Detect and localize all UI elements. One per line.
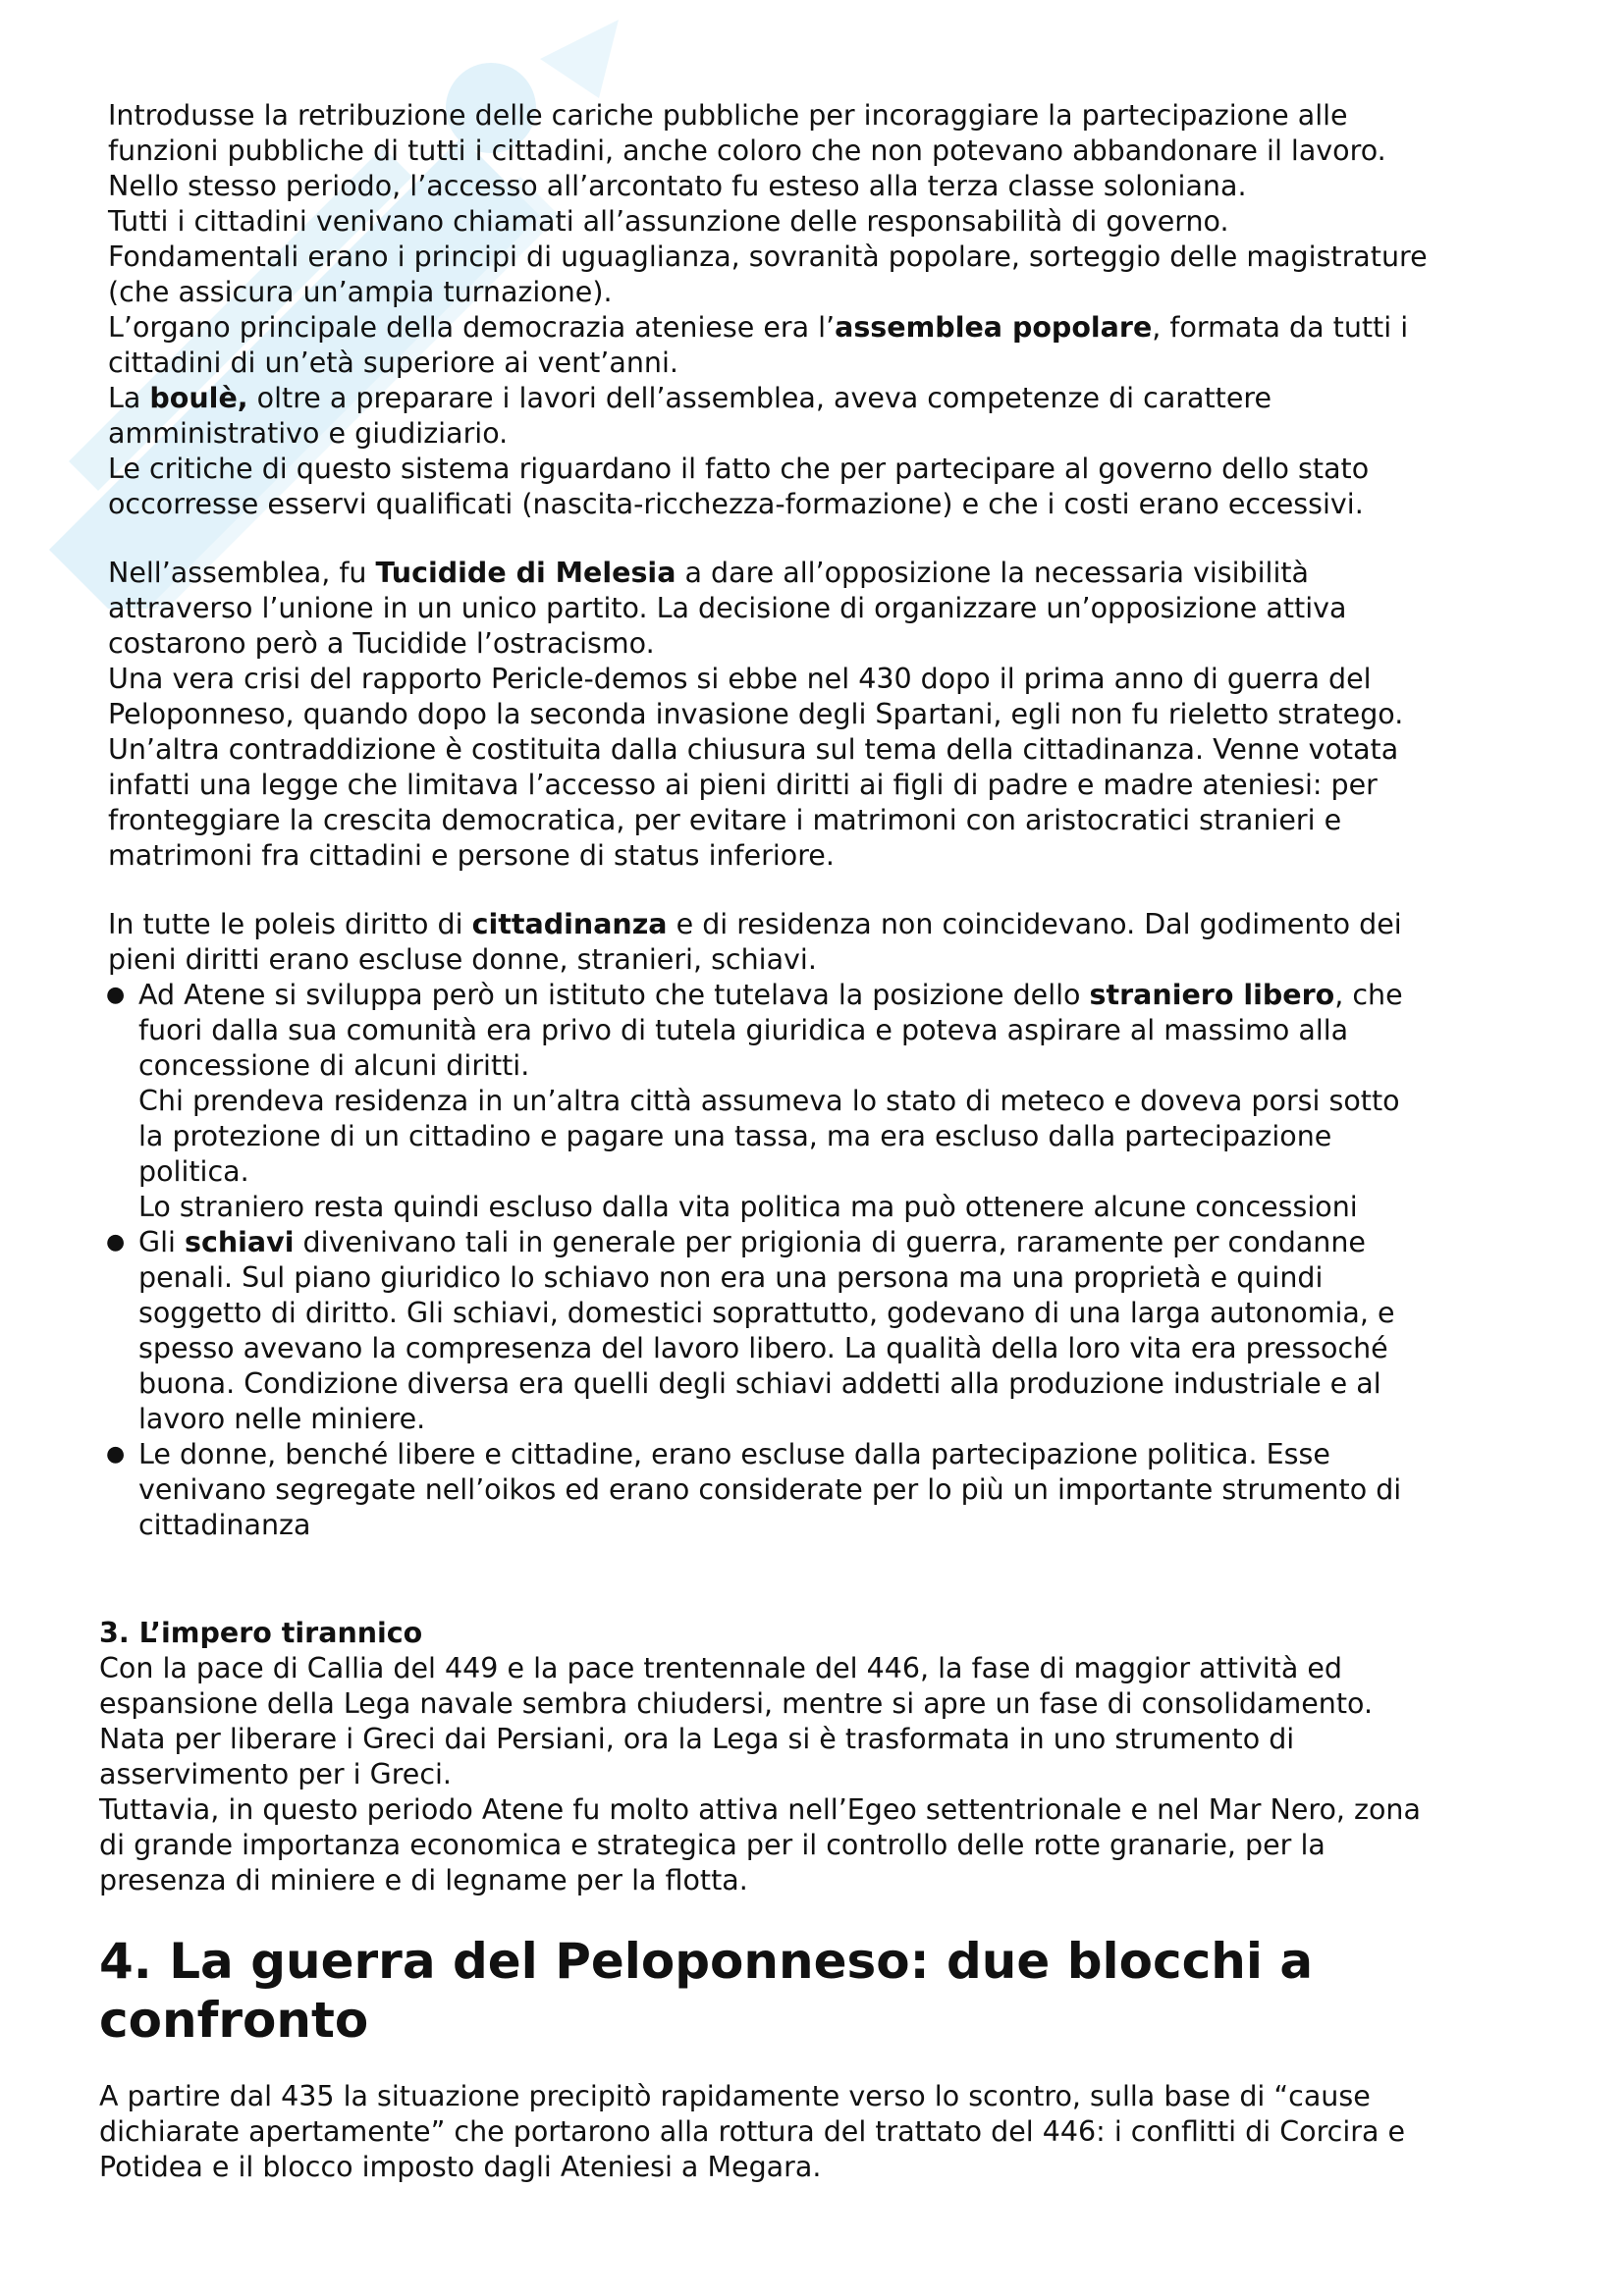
text-segment: oltre a preparare i lavori dell’assemblea, aveva competenze di carattere bbox=[247, 382, 1271, 414]
section-body bbox=[99, 2079, 1542, 2185]
text-line: dichiarate apertamente” che portarono alla rottura del trattato del 446: i conflitti di Corcira e bbox=[99, 2115, 1406, 2148]
paragraph-crisi bbox=[108, 662, 1551, 874]
text-line: pieni diritti erano escluse donne, stranieri, schiavi. bbox=[108, 943, 817, 976]
section-body bbox=[99, 1651, 1542, 1898]
text-line: Tutti i cittadini venivano chiamati all’assunzione delle responsabilità di governo. bbox=[108, 205, 1229, 238]
text-line: spesso avevano la compresenza del lavoro libero. La qualità della loro vita era pressoché bbox=[138, 1332, 1388, 1364]
text-segment: , formata da tutti i bbox=[1152, 311, 1409, 344]
text-line: soggetto di diritto. Gli schiavi, domestici soprattutto, godevano di una larga autonomia, e bbox=[138, 1297, 1395, 1329]
text-line: buona. Condizione diversa era quelli degli schiavi addetti alla produzione industriale e al bbox=[138, 1367, 1381, 1400]
text-line: funzioni pubbliche di tutti i cittadini, anche coloro che non potevano abbandonare il lavoro. bbox=[108, 134, 1386, 167]
text-line: penali. Sul piano giuridico lo schiavo non era una persona ma una proprietà e quindi bbox=[138, 1261, 1324, 1294]
text-segment: , che bbox=[1334, 979, 1403, 1011]
text-line: amministrativo e giudiziario. bbox=[108, 417, 509, 450]
text-line: Lo straniero resta quindi escluso dalla vita politica ma può ottenere alcune concessioni bbox=[138, 1191, 1358, 1223]
text-line: infatti una legge che limitava l’accesso ai pieni diritti ai figli di padre e madre ateniesi: per bbox=[108, 769, 1378, 801]
bullet-icon: ● bbox=[106, 983, 126, 1007]
bold-term: straniero libero bbox=[1089, 979, 1335, 1011]
text-segment: a dare all’opposizione la necessaria visibilità bbox=[676, 557, 1310, 589]
text-line: fuori dalla sua comunità era privo di tutela giuridica e poteva aspirare al massimo alla bbox=[138, 1014, 1349, 1046]
text-segment: Ad Atene si sviluppa però un istituto che tutelava la posizione dello bbox=[138, 979, 1090, 1011]
text-line: Potidea e il blocco imposto dagli Ateniesi a Megara. bbox=[99, 2151, 822, 2183]
text-line: matrimoni fra cittadini e persone di status inferiore. bbox=[108, 839, 835, 872]
bold-term: assemblea popolare bbox=[835, 311, 1153, 344]
text-line: cittadini di un’età superiore ai vent’anni. bbox=[108, 347, 678, 379]
text-line: cittadinanza bbox=[138, 1509, 311, 1541]
text-line: Fondamentali erano i principi di uguaglianza, sovranità popolare, sorteggio delle magistrature bbox=[108, 240, 1428, 273]
text-line: attraverso l’unione in un unico partito. La decisione di organizzare un’opposizione attiva bbox=[108, 592, 1347, 624]
paragraph-assemblea bbox=[108, 310, 1551, 381]
bullet-item-straniero bbox=[138, 978, 1582, 1225]
text-line: fronteggiare la crescita democratica, per evitare i matrimoni con aristocratici stranieri e bbox=[108, 804, 1342, 836]
text-segment: divenivano tali in generale per prigionia di guerra, raramente per condanne bbox=[294, 1226, 1366, 1258]
chapter-title bbox=[99, 1932, 1313, 2050]
text-line: Una vera crisi del rapporto Pericle-demos si ebbe nel 430 dopo il prima anno di guerra del bbox=[108, 663, 1372, 695]
text-line: Le donne, benché libere e cittadine, erano escluse dalla partecipazione politica. Esse bbox=[138, 1438, 1330, 1470]
text-segment: L’organo principale della democrazia ateniese era l’ bbox=[108, 311, 836, 344]
bold-term: boulè, bbox=[149, 382, 248, 414]
text-line: A partire dal 435 la situazione precipitò rapidamente verso lo scontro, sulla base di “cause bbox=[99, 2080, 1371, 2112]
paragraph-cittadinanza bbox=[108, 907, 1551, 978]
text-segment: In tutte le poleis diritto di bbox=[108, 908, 472, 940]
text-line: Chi prendeva residenza in un’altra città assumeva lo stato di meteco e doveva porsi sotto bbox=[138, 1085, 1400, 1117]
title-line: confronto bbox=[99, 1992, 369, 2049]
text-line: presenza di miniere e di legname per la flotta. bbox=[99, 1864, 748, 1896]
text-line: Peloponneso, quando dopo la seconda invasione degli Spartani, egli non fu rieletto stratego. bbox=[108, 698, 1404, 730]
title-line: 4. La guerra del Peloponneso: due blocchi a bbox=[99, 1933, 1314, 1990]
text-line: Introdusse la retribuzione delle cariche pubbliche per incoraggiare la partecipazione alle bbox=[108, 99, 1348, 132]
text-line: occorresse esservi qualificati (nascita-ricchezza-formazione) e che i costi erano eccessivi. bbox=[108, 488, 1364, 520]
text-line: Le critiche di questo sistema riguardano il fatto che per partecipare al governo dello stato bbox=[108, 453, 1370, 485]
text-line: di grande importanza economica e strategica per il controllo delle rotte granarie, per la bbox=[99, 1829, 1325, 1861]
text-line: Un’altra contraddizione è costituita dalla chiusura sul tema della cittadinanza. Venne votata bbox=[108, 733, 1399, 766]
bold-term: cittadinanza bbox=[471, 908, 668, 940]
paragraph-critiche bbox=[108, 452, 1551, 522]
text-segment: Nell’assemblea, fu bbox=[108, 557, 376, 589]
text-line: concessione di alcuni diritti. bbox=[138, 1049, 530, 1082]
text-line: lavoro nelle miniere. bbox=[138, 1403, 426, 1435]
text-line: venivano segregate nell’oikos ed erano considerate per lo più un importante strumento di bbox=[138, 1473, 1402, 1506]
paragraph-retribuzione bbox=[108, 98, 1551, 310]
section-heading: 3. L’impero tirannico bbox=[99, 1617, 423, 1649]
text-line: asservimento per i Greci. bbox=[99, 1758, 452, 1790]
text-line: (che assicura un’ampia turnazione). bbox=[108, 276, 613, 308]
text-line: Nata per liberare i Greci dai Persiani, ora la Lega si è trasformata in uno strumento di bbox=[99, 1723, 1295, 1755]
text-line: costarono però a Tucidide l’ostracismo. bbox=[108, 627, 655, 660]
text-line: Tuttavia, in questo periodo Atene fu molto attiva nell’Egeo settentrionale e nel Mar Nero, zona bbox=[99, 1793, 1421, 1826]
bold-term: schiavi bbox=[184, 1226, 295, 1258]
text-line: Nello stesso periodo, l’accesso all’arcontato fu esteso alla terza classe soloniana. bbox=[108, 170, 1247, 202]
bullet-icon: ● bbox=[106, 1442, 126, 1467]
text-line: la protezione di un cittadino e pagare una tassa, ma era escluso dalla partecipazione bbox=[138, 1120, 1332, 1152]
bullet-item-schiavi bbox=[138, 1225, 1582, 1437]
bold-term: Tucidide di Melesia bbox=[375, 557, 676, 589]
text-line: Con la pace di Callia del 449 e la pace trentennale del 446, la fase di maggior attività ed bbox=[99, 1652, 1342, 1684]
paragraph-boule bbox=[108, 381, 1551, 452]
text-line: espansione della Lega navale sembra chiudersi, mentre si apre un fase di consolidamento. bbox=[99, 1687, 1374, 1720]
text-segment: La bbox=[108, 382, 150, 414]
text-segment: Gli bbox=[138, 1226, 185, 1258]
bullet-icon: ● bbox=[106, 1230, 126, 1255]
bullet-item-donne bbox=[138, 1437, 1582, 1543]
text-segment: e di residenza non coincidevano. Dal godimento dei bbox=[667, 908, 1402, 940]
text-line: politica. bbox=[138, 1155, 249, 1188]
paragraph-tucidide bbox=[108, 556, 1551, 662]
